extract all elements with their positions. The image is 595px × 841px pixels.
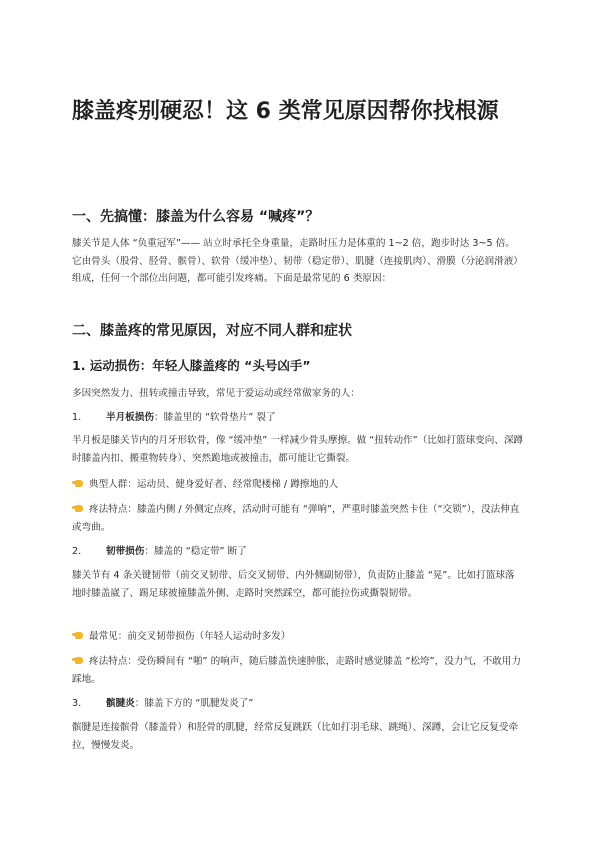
meniscus-body: 半月板是膝关节内的月牙形软骨，像 “缓冲垫” 一样减少骨头摩擦。做 “扭转动作”（比如打篮球变向、深蹲时膝盖内扣、搬重物转身）、突然跪地或被撞击，都可能让它撕裂。 [72, 435, 524, 464]
bullet-most-common [72, 628, 524, 646]
bullet-pain-features [72, 501, 524, 536]
section2-heading: 二、膝盖疼的常见原因，对应不同人群和症状 [72, 323, 352, 339]
list-item-meniscus [72, 409, 524, 427]
bullet-pain-features-2 [72, 653, 524, 688]
list-number: 2. [72, 546, 82, 557]
bullet-typical-people [72, 476, 524, 494]
pointing-hand-icon [72, 478, 85, 488]
list-item-patellar-tendinitis [72, 695, 524, 713]
pointing-hand-icon [72, 655, 85, 665]
bullet-text: 最常见：前交叉韧带损伤（年轻人运动时多发） [89, 631, 291, 642]
ligament-body: 膝关节有 4 条关键韧带（前交叉韧带、后交叉韧带、内外侧副韧带），负责防止膝盖 “晃”。比如打篮球落地时膝盖崴了、踢足球被撞膝盖外侧、走路时突然踩空，都可能拉伤或撕裂韧带。 [72, 570, 515, 599]
patellar-body: 髌腱是连接髌骨（膝盖骨）和胫骨的肌腱，经常反复跳跃（比如打羽毛球、跳绳）、深蹲，会让它反复受牵拉，慢慢发炎。 [72, 722, 519, 751]
sub1-intro: 多因突然发力、扭转或撞击导致，常见于爱运动或经常做家务的人： [72, 388, 360, 399]
bullet-text: 疼法特点：膝盖内侧 / 外侧定点疼，活动时可能有 “弹响”，严重时膝盖突然卡住（“交锁”），没法伸直或弯曲。 [72, 504, 520, 533]
sub1-heading: 1. 运动损伤：年轻人膝盖疼的 “头号凶手” [72, 358, 311, 373]
list-desc: ：膝盖下方的 “肌腱发炎了” [134, 698, 254, 709]
list-desc: ：膝盖里的 “软骨垫片” 裂了 [153, 412, 276, 423]
list-term: 髌腱炎 [106, 698, 135, 709]
list-number: 3. [72, 698, 82, 709]
list-number: 1. [72, 412, 82, 423]
list-desc: ：膝盖的 “稳定带” 断了 [144, 546, 247, 557]
section1-heading: 一、先搞懂：膝盖为什么容易 “喊疼”？ [72, 209, 320, 225]
list-term: 韧带损伤 [106, 546, 145, 557]
page-title: 膝盖疼别硬忍！这 6 类常见原因帮你找根源 [72, 99, 499, 124]
list-item-ligament [72, 543, 524, 561]
pointing-hand-icon [72, 503, 85, 513]
pointing-hand-icon [72, 630, 85, 640]
bullet-text: 疼法特点：受伤瞬间有 “啪” 的响声，随后膝盖快速肿胀，走路时感觉膝盖 “松垮”，没力气，不敢用力踩地。 [72, 656, 521, 685]
bullet-text: 典型人群：运动员、健身爱好者、经常爬楼梯 / 蹲擦地的人 [89, 479, 339, 490]
section1-body: 膝关节是人体 “负重冠军”—— 站立时承托全身重量，走路时压力是体重的 1~2 倍，跑步时达 3~5 倍。它由骨头（股骨、胫骨、髌骨）、软骨（缓冲垫）、韧带（稳定带）、肌腱（连接肌肉）、滑膜（分泌润滑液）组成，任何一个部位出问题，都可能引发疼痛。下面是最常见的 6 类原因： [72, 238, 523, 284]
list-term: 半月板损伤 [106, 412, 154, 423]
